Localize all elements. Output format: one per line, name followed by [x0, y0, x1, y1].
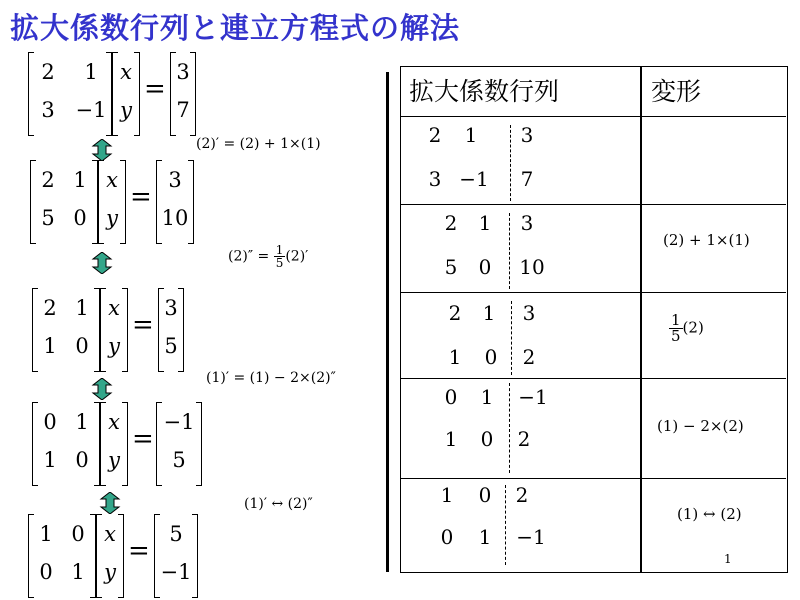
matrix-cell: 3: [428, 167, 442, 191]
var-y: y: [120, 98, 132, 122]
var-x: x: [108, 410, 120, 434]
matrix-cell: 1: [478, 211, 492, 235]
matrix-cell: 0: [71, 522, 85, 546]
var-y: y: [108, 334, 120, 358]
matrix-cell: 1: [43, 448, 57, 472]
matrix-cell: 1: [75, 410, 89, 434]
double-arrow-icon: [90, 139, 114, 161]
vector-cell: 5: [164, 334, 178, 358]
vector-cell: 3: [164, 296, 178, 320]
matrix-cell: 0: [480, 427, 494, 451]
matrix-cell: 0: [478, 255, 492, 279]
matrix-cell: 10: [519, 255, 545, 279]
matrix-cell: −1: [75, 98, 107, 122]
constant-vector: [156, 160, 194, 244]
equals-sign: =: [128, 536, 150, 566]
matrix-cell: −1: [518, 385, 548, 409]
matrix-cell: 1: [482, 301, 496, 325]
augment-divider: [511, 301, 512, 375]
matrix-cell: 2: [43, 296, 57, 320]
variable-vector: [98, 160, 126, 244]
table-row: [401, 293, 786, 379]
variable-vector: [112, 52, 140, 136]
matrix-cell: 1: [464, 123, 478, 147]
fraction: [274, 244, 286, 269]
var-y: y: [106, 206, 118, 230]
vector-cell: 5: [172, 448, 186, 472]
equals-sign: =: [132, 424, 154, 454]
coefficient-matrix: [30, 160, 98, 244]
matrix-cell: 2: [41, 60, 55, 84]
matrix-cell: 0: [39, 560, 53, 584]
var-x: x: [104, 522, 116, 546]
double-arrow-icon: [90, 252, 114, 274]
note-lhs: (2)″ =: [228, 248, 270, 265]
matrix-cell: 2: [444, 211, 458, 235]
matrix-cell: 3: [520, 211, 534, 235]
constant-vector: [170, 52, 196, 136]
var-y: y: [104, 560, 116, 584]
var-x: x: [108, 296, 120, 320]
page-number: 1: [724, 552, 732, 566]
matrix-cell: 0: [75, 448, 89, 472]
matrix-cell: 2: [522, 345, 536, 369]
fraction-numerator: 1: [671, 311, 681, 329]
variable-vector: [100, 402, 128, 486]
augment-divider: [509, 383, 510, 473]
vector-cell: 10: [161, 206, 189, 230]
constant-vector: [154, 514, 198, 598]
augment-divider: [505, 485, 506, 565]
matrix-cell: 3: [41, 98, 55, 122]
vector-cell: 3: [168, 168, 182, 192]
augmented-matrix-table: [400, 66, 788, 573]
vector-cell: −1: [163, 410, 195, 434]
matrix-cell: 1: [39, 522, 53, 546]
operation-note-1: (2)′ = (2) + 1×(1): [196, 136, 321, 152]
fraction-numerator: 1: [275, 243, 284, 257]
equals-sign: =: [130, 182, 152, 212]
augment-divider: [509, 213, 510, 289]
matrix-cell: 0: [73, 206, 87, 230]
vector-cell: −1: [160, 560, 192, 584]
constant-vector: [158, 288, 184, 372]
table-row: [401, 117, 786, 205]
fraction-denominator: 5: [275, 256, 284, 270]
operation-note-4: (1)′ ↔ (2)″: [244, 496, 313, 512]
operation-label: (1) − 2×(2): [657, 417, 744, 435]
matrix-cell: −1: [459, 167, 489, 191]
matrix-cell: 1: [448, 345, 462, 369]
operation-note-2: [228, 244, 308, 269]
coefficient-matrix: [28, 514, 96, 598]
matrix-cell: 1: [444, 427, 458, 451]
header-operation: 変形: [651, 77, 702, 106]
matrix-cell: 7: [520, 167, 534, 191]
var-x: x: [106, 168, 118, 192]
vector-cell: 5: [169, 522, 183, 546]
matrix-cell: 1: [440, 483, 454, 507]
matrix-cell: 1: [480, 385, 494, 409]
matrix-cell: 0: [478, 483, 492, 507]
matrix-cell: 1: [43, 334, 57, 358]
vector-cell: 7: [176, 98, 190, 122]
matrix-cell: 1: [71, 560, 85, 584]
table-row: [401, 205, 786, 293]
matrix-cell: 0: [43, 410, 57, 434]
matrix-cell: 3: [520, 123, 534, 147]
matrix-cell: 2: [517, 427, 531, 451]
matrix-cell: 1: [73, 168, 87, 192]
page-title: 拡大係数行列と連立方程式の解法: [10, 11, 461, 45]
variable-vector: [96, 514, 124, 598]
divider-line: [386, 72, 389, 572]
var-x: x: [120, 60, 132, 84]
equals-sign: =: [132, 310, 154, 340]
matrix-cell: 3: [522, 301, 536, 325]
double-arrow-icon: [90, 378, 114, 400]
matrix-cell: 0: [440, 525, 454, 549]
matrix-cell: 5: [41, 206, 55, 230]
coefficient-matrix: [32, 288, 100, 372]
matrix-cell: 0: [75, 334, 89, 358]
matrix-cell: 1: [478, 525, 492, 549]
double-arrow-icon: [98, 492, 122, 514]
matrix-cell: 1: [84, 60, 98, 84]
var-y: y: [108, 448, 120, 472]
matrix-cell: 0: [444, 385, 458, 409]
operation-label: (2) + 1×(1): [663, 231, 750, 249]
matrix-cell: 2: [428, 123, 442, 147]
coefficient-matrix: [32, 402, 100, 486]
constant-vector: [156, 402, 202, 486]
augment-divider: [510, 125, 511, 201]
matrix-cell: −1: [516, 525, 546, 549]
header-augmented-matrix: 拡大係数行列: [409, 77, 560, 106]
variable-vector: [100, 288, 128, 372]
matrix-cell: 1: [75, 296, 89, 320]
operation-label: (1) ↔ (2): [677, 505, 742, 523]
operation-label: [669, 313, 704, 344]
matrix-cell: 0: [484, 345, 498, 369]
operation-operand: (2): [682, 318, 704, 337]
fraction: [669, 313, 683, 344]
equals-sign: =: [144, 74, 166, 104]
note-rhs: (2)′: [285, 248, 309, 265]
matrix-cell: 5: [444, 255, 458, 279]
vector-cell: 3: [176, 60, 190, 84]
fraction-denominator: 5: [671, 327, 681, 345]
matrix-cell: 2: [448, 301, 462, 325]
table-row: [401, 379, 786, 479]
matrix-cell: 2: [41, 168, 55, 192]
coefficient-matrix: [28, 52, 112, 136]
table-header: [401, 67, 786, 117]
matrix-cell: 2: [515, 483, 529, 507]
operation-note-3: (1)′ = (1) − 2×(2)″: [206, 370, 336, 386]
